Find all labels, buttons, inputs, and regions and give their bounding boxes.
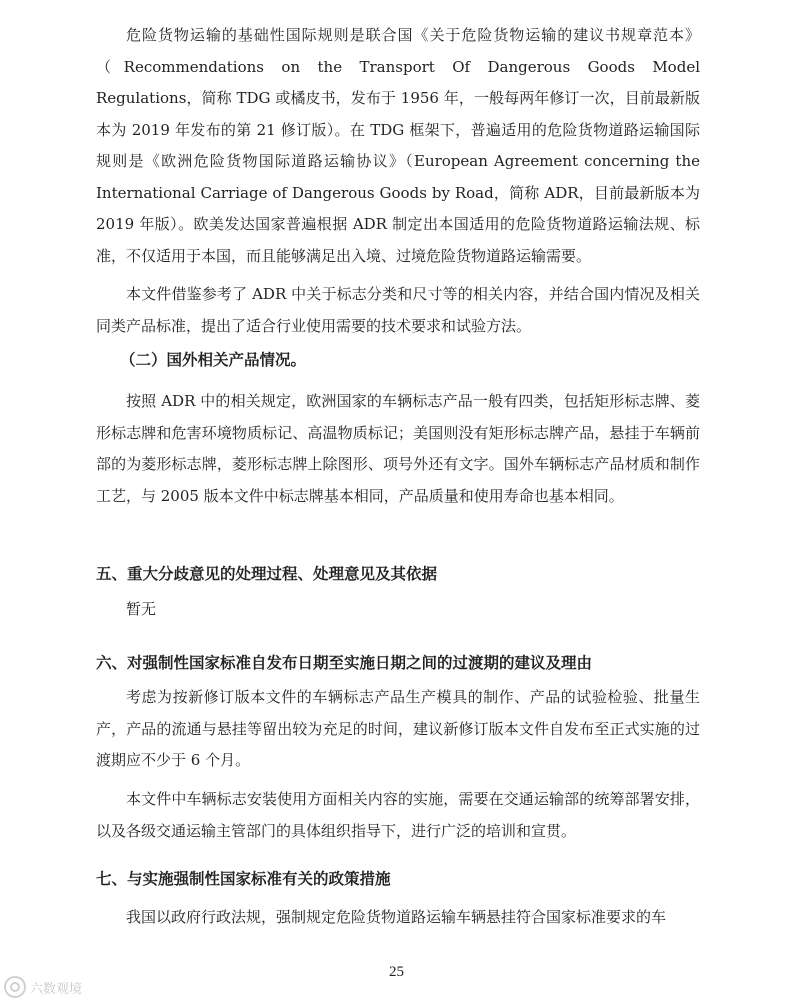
paragraph-policy: 我国以政府行政法规，强制规定危险货物道路运输车辆悬挂符合国家标准要求的车: [126, 908, 667, 926]
page-number: 25: [389, 964, 404, 980]
subheading-foreign-products: （二）国外相关产品情况。: [120, 350, 307, 369]
paragraph-training: 本文件中车辆标志安装使用方面相关内容的实施，需要在交通运输部的统筹部署安排，以及各级交通运输主管部门的具体组织指导下，进行广泛的培训和宣贯。: [96, 790, 700, 840]
heading-section-5: 五、重大分歧意见的处理过程、处理意见及其依据: [96, 564, 438, 583]
paragraph-tdg-adr: 危险货物运输的基础性国际规则是联合国《关于危险货物运输的建议书规章范本》（Recommendations on the Transport Of Dangerous Goods Model Regulations，简称 TDG 或橘皮书，发布于 1956 年，一般每两年修订一次，目前最新版本为 2019 年发布的第 21 修订版）。在 TDG 框架下，普遍适用的危险货物道路运输国际规则是《欧洲危险货物国际道路运输协议》（European Agreement concerning the International Carriage of Dangerous Goods by Road，简称 ADR，目前最新版本为 2019 年版）。欧美发达国家普遍根据 ADR 制定出本国适用的危险货物道路运输法规、标准，不仅适用于本国，而且能够满足出入境、过境危险货物道路运输需要。: [96, 26, 700, 265]
watermark-text: 六数观境: [30, 981, 83, 997]
heading-section-7: 七、与实施强制性国家标准有关的政策措施: [96, 869, 391, 888]
paragraph-foreign-products: 按照 ADR 中的相关规定，欧洲国家的车辆标志产品一般有四类，包括矩形标志牌、菱形标志牌和危害环境物质标记、高温物质标记；美国则没有矩形标志牌产品，悬挂于车辆前部的为菱形标志牌，菱形标志牌上除图形、项号外还有文字。国外车辆标志产品材质和制作工艺，与 2005 版本文件中标志牌基本相同，产品质量和使用寿命也基本相同。: [96, 392, 700, 505]
watermark: [4, 976, 82, 998]
paragraph-reference-adr: 本文件借鉴参考了 ADR 中关于标志分类和尺寸等的相关内容，并结合国内情况及相关同类产品标准，提出了适合行业使用需要的技术要求和试验方法。: [96, 285, 700, 335]
paragraph-none: 暂无: [126, 600, 157, 618]
heading-section-6: 六、对强制性国家标准自发布日期至实施日期之间的过渡期的建议及理由: [96, 653, 593, 672]
watermark-logo-icon: [4, 976, 26, 998]
paragraph-transition-period: 考虑为按新修订版本文件的车辆标志产品生产模具的制作、产品的试验检验、批量生产，产品的流通与悬挂等留出较为充足的时间，建议新修订版本文件自发布至正式实施的过渡期应不少于 6 个月。: [96, 688, 700, 769]
